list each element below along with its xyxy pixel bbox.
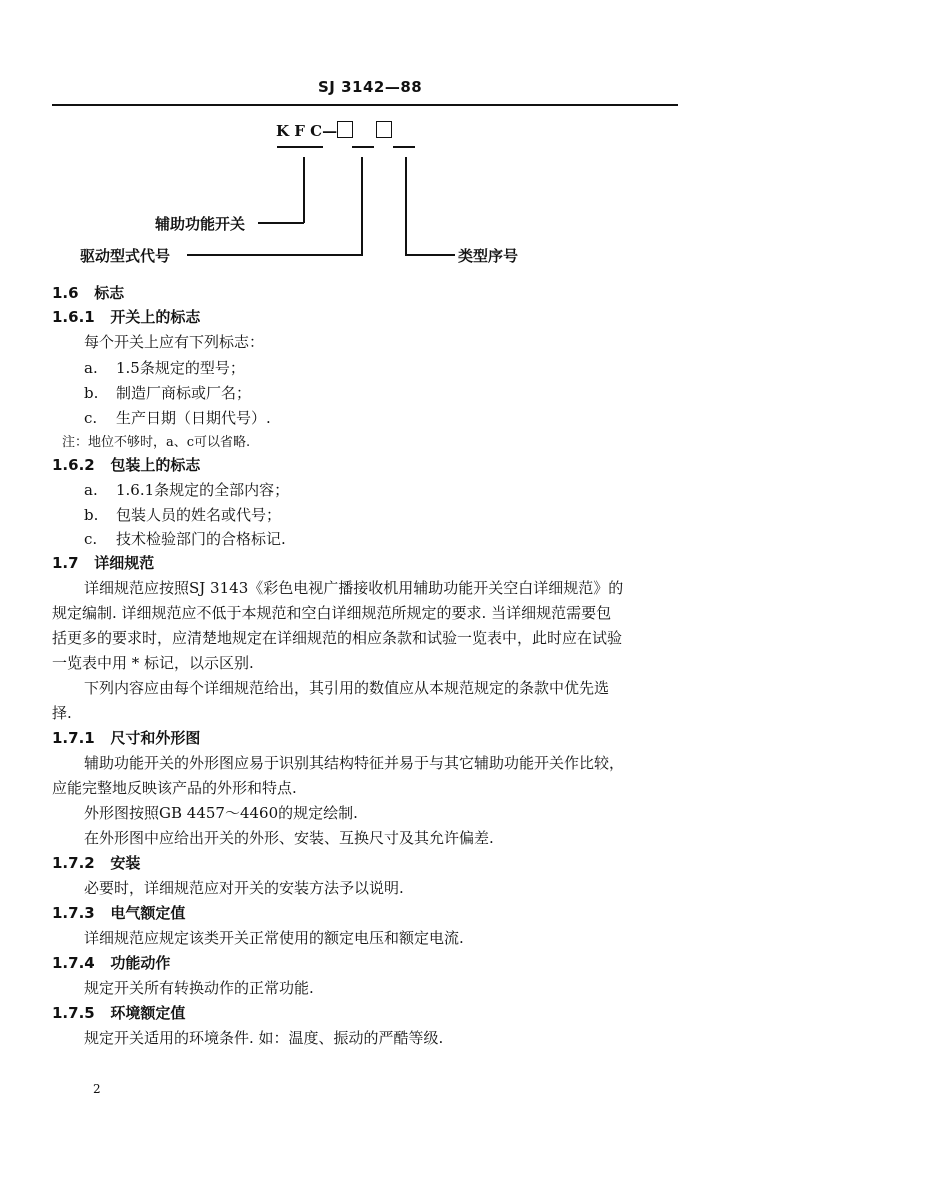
section-title: 功能动作 (110, 954, 171, 972)
paragraph-line: 外形图按照GB 4457～4460的规定绘制. (84, 804, 358, 822)
section-title: 环境额定值 (110, 1004, 186, 1022)
list-text: 1.5条规定的型号； (116, 359, 245, 377)
paragraph-line: 详细规范应规定该类开关正常使用的额定电压和额定电流. (84, 929, 464, 947)
bracket-type (393, 146, 415, 148)
list-marker: c. (84, 530, 98, 548)
section-number: 1.7 (52, 554, 79, 572)
section-1-6-2-heading (52, 454, 200, 475)
label-type-number: 类型序号 (458, 247, 519, 265)
list-item (84, 357, 245, 378)
section-1-7-5-heading (52, 1002, 185, 1023)
section-1-6-heading (52, 282, 124, 303)
section-title: 详细规范 (94, 554, 155, 572)
paragraph-line: 在外形图中应给出开关的外形、安装、互换尺寸及其允许偏差. (84, 829, 494, 847)
label-drive-type-code: 驱动型式代号 (80, 247, 171, 265)
section-number: 1.7.4 (52, 954, 95, 972)
type-number-box (376, 121, 392, 138)
list-text: 制造厂商标或厂名； (116, 384, 252, 402)
code-prefix: K F C (276, 122, 323, 140)
list-item (84, 528, 286, 549)
section-1-6-1-intro: 每个开关上应有下列标志： (84, 333, 265, 351)
paragraph-line: 详细规范应按照SJ 3143《彩色电视广播接收机用辅助功能开关空白详细规范》的 (84, 579, 624, 597)
section-1-6-1-heading (52, 306, 200, 327)
list-item (84, 504, 281, 525)
label-aux-function-switch: 辅助功能开关 (155, 215, 246, 233)
section-number: 1.6 (52, 284, 79, 302)
section-1-7-heading (52, 552, 154, 573)
paragraph-line: 择. (52, 704, 72, 722)
section-number: 1.7.3 (52, 904, 95, 922)
section-title: 尺寸和外形图 (110, 729, 201, 747)
paragraph-line: 括更多的要求时，应清楚地规定在详细规范的相应条款和试验一览表中，此时应在试验 (52, 629, 623, 647)
leader-drive-vertical (361, 157, 363, 255)
section-number: 1.7.5 (52, 1004, 95, 1022)
section-title: 安装 (110, 854, 141, 872)
paragraph-line: 规定开关适用的环境条件. 如：温度、振动的严酷等级. (84, 1029, 444, 1047)
section-number: 1.6.2 (52, 456, 95, 474)
section-1-7-3-heading (52, 902, 185, 923)
model-code (276, 121, 392, 140)
paragraph-line: 应能完整地反映该产品的外形和特点. (52, 779, 297, 797)
drive-code-box (337, 121, 353, 138)
leader-aux-vertical (303, 157, 305, 223)
leader-drive-horizontal (187, 254, 363, 256)
list-marker: a. (84, 481, 98, 499)
document-id: SJ 3142—88 (318, 78, 423, 96)
section-1-7-1-heading (52, 727, 200, 748)
leader-type-horizontal (405, 254, 455, 256)
section-number: 1.6.1 (52, 308, 95, 326)
list-text: 生产日期（日期代号）. (116, 409, 271, 427)
list-marker: b. (84, 384, 99, 402)
bracket-kfc (277, 146, 323, 148)
bracket-drive (352, 146, 374, 148)
list-text: 技术检验部门的合格标记. (116, 530, 286, 548)
paragraph-line: 必要时，详细规范应对开关的安装方法予以说明. (84, 879, 404, 897)
paragraph-line: 规定编制. 详细规范应不低于本规范和空白详细规范所规定的要求. 当详细规范需要包 (52, 604, 612, 622)
paragraph-line: 下列内容应由每个详细规范给出，其引用的数值应从本规范规定的条款中优先选 (84, 679, 610, 697)
section-title: 包装上的标志 (110, 456, 201, 474)
section-1-6-1-note: 注：地位不够时，a、c可以省略. (62, 435, 251, 450)
section-number: 1.7.2 (52, 854, 95, 872)
leader-aux-horizontal (258, 222, 304, 224)
section-title: 标志 (94, 284, 125, 302)
section-title: 开关上的标志 (110, 308, 201, 326)
paragraph-line: 辅助功能开关的外形图应易于识别其结构特征并易于与其它辅助功能开关作比较， (84, 754, 625, 772)
paragraph-line: 规定开关所有转换动作的正常功能. (84, 979, 314, 997)
list-item (84, 407, 271, 428)
list-marker: b. (84, 506, 99, 524)
leader-type-vertical (405, 157, 407, 255)
section-1-7-4-heading (52, 952, 170, 973)
section-1-7-2-heading (52, 852, 140, 873)
list-marker: c. (84, 409, 98, 427)
list-text: 1.6.1条规定的全部内容； (116, 481, 290, 499)
page-number: 2 (93, 1082, 101, 1096)
list-text: 包装人员的姓名或代号； (116, 506, 282, 524)
list-marker: a. (84, 359, 98, 377)
section-number: 1.7.1 (52, 729, 95, 747)
code-dash: — (322, 122, 338, 140)
list-item (84, 479, 289, 500)
paragraph-line: 一览表中用 * 标记，以示区别. (52, 654, 254, 672)
section-title: 电气额定值 (110, 904, 186, 922)
header-rule (52, 104, 678, 106)
list-item (84, 382, 251, 403)
